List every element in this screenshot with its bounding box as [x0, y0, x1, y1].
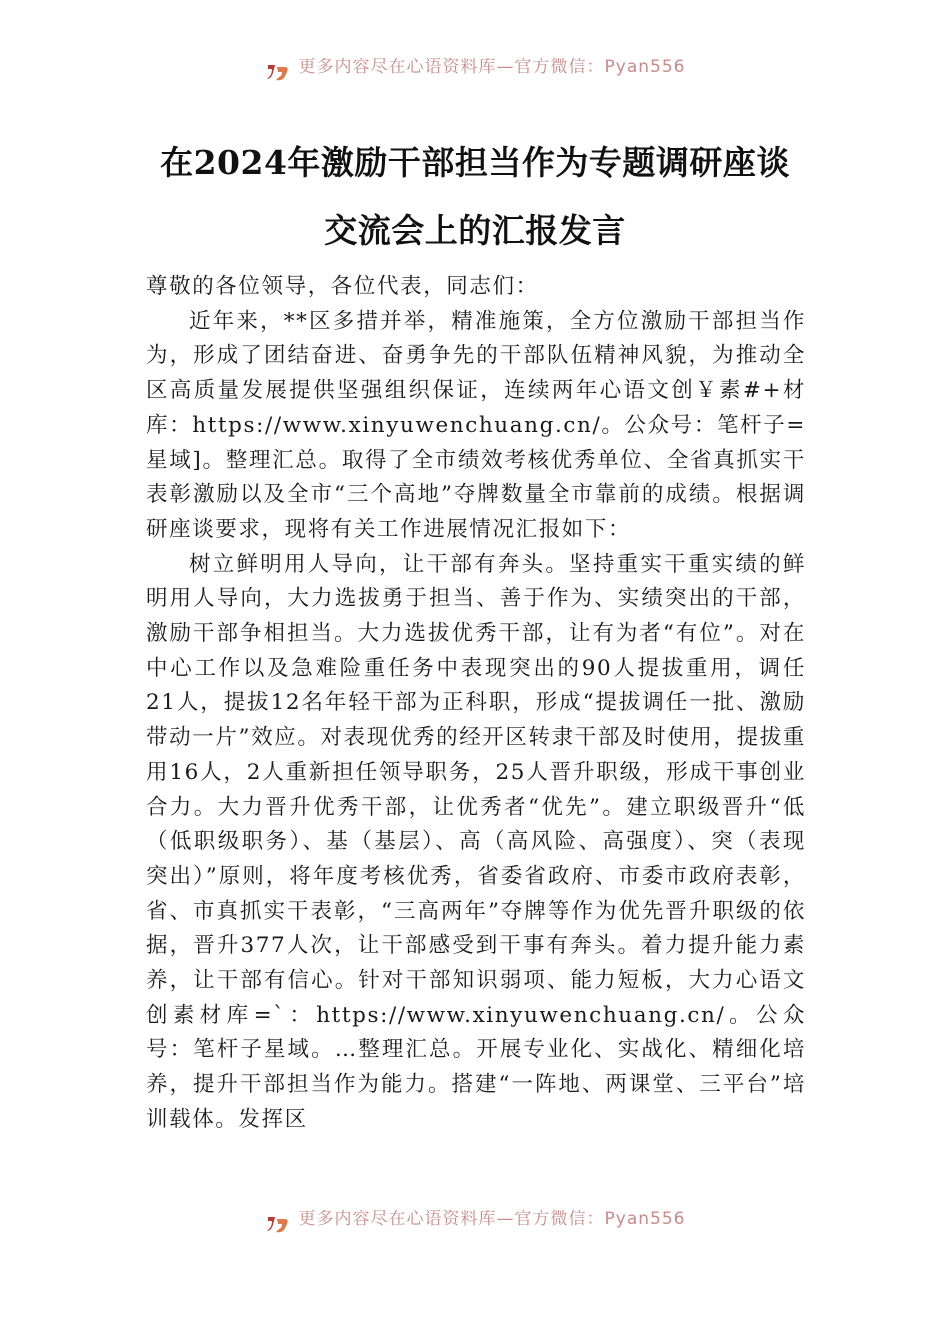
- watermark-text: 更多内容尽在心语资料库—官方微信：Pyan556: [298, 58, 686, 77]
- brand-logo-icon: [265, 61, 291, 83]
- paragraph-employment-orientation: 树立鲜明用人导向，让干部有奔头。坚持重实干重实绩的鲜明用人导向，大力选拔勇于担当、善于作为、实绩突出的干部，激励干部争相担当。大力选拔优秀干部，让有为者“有位”。对在中心工作以及急难险重任务中表现突出的90人提拔重用，调任21人，提拔12名年轻干部为正科职，形成“提拔调任一批、激励带动一片”效应。对表现优秀的经开区转隶干部及时使用，提拔重用16人，2人重新担任领导职务，25人晋升职级，形成干事创业合力。大力晋升优秀干部，让优秀者“优先”。建立职级晋升“低（低职级职务）、基（基层）、高（高风险、高强度）、突（表现突出）”原则，将年度考核优秀，省委省政府、市委市政府表彰，省、市真抓实干表彰，“三高两年”夺牌等作为优先晋升职级的依据，晋升377人次，让干部感受到干事有奔头。着力提升能力素养，让干部有信心。针对干部知识弱项、能力短板，大力心语文创素材库=`：https://www.xinyuwenchuang.cn/。公众号：笔杆子星域。…整理汇总。开展专业化、实战化、精细化培养，提升干部担当作为能力。搭建“一阵地、两课堂、三平台”培训载体。发挥区: [146, 551, 806, 1132]
- brand-logo-icon: [265, 1213, 291, 1235]
- document-body: [146, 270, 806, 1138]
- watermark-text: 更多内容尽在心语资料库—官方微信：Pyan556: [298, 1210, 686, 1229]
- footer-watermark: [0, 1210, 950, 1238]
- salutation: 尊敬的各位领导，各位代表，同志们：: [146, 274, 539, 299]
- document-title-line-2: 交流会上的汇报发言: [324, 211, 626, 250]
- header-watermark: [0, 58, 950, 86]
- paragraph-intro: 近年来，**区多措并举，精准施策，全方位激励干部担当作为，形成了团结奋进、奋勇争先的干部队伍精神风貌，为推动全区高质量发展提供坚强组织保证，连续两年心语文创￥素#+材库：https://www.xinyuwenchuang.cn/。公众号：笔杆子=星域]。整理汇总。取得了全市绩效考核优秀单位、全省真抓实干表彰激励以及全市“三个高地”夺牌数量全市靠前的成绩。根据调研座谈要求，现将有关工作进展情况汇报如下：: [146, 308, 806, 542]
- document-title-line-1: 在2024年激励干部担当作为专题调研座谈: [160, 143, 790, 182]
